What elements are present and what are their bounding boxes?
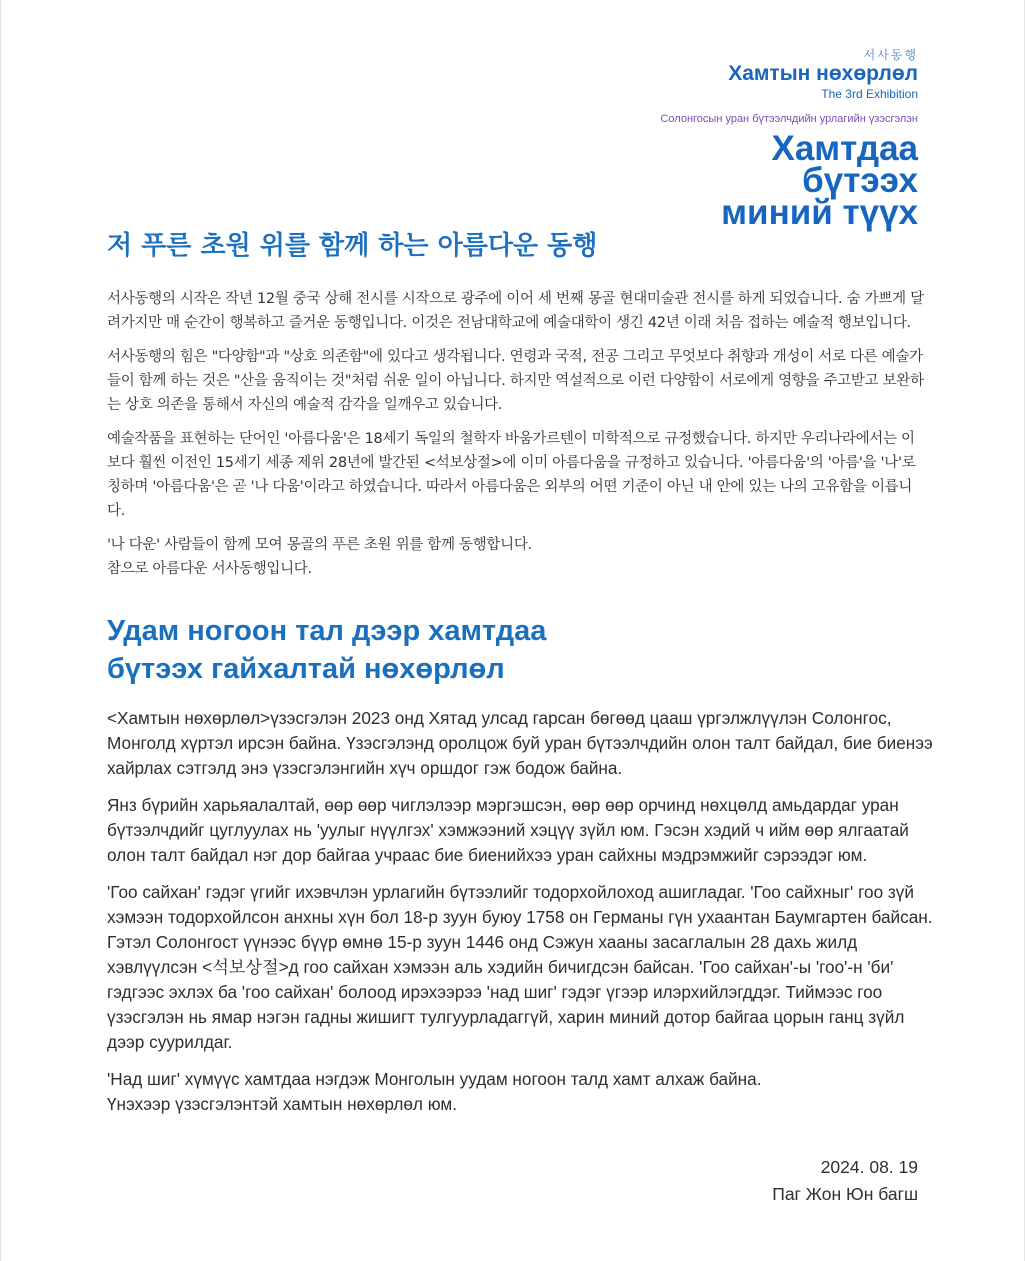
mongolian-body — [107, 706, 937, 1117]
header-slogan — [660, 129, 918, 232]
korean-paragraph: '나 다운' 사람들이 함께 모여 몽골의 푸른 초원 위를 함께 동행합니다. — [107, 537, 532, 553]
korean-paragraph: 참으로 아름다운 서사동행입니다. — [107, 561, 312, 577]
mongolian-paragraph: 'Над шиг' хүмүүс хамтдаа нэгдэж Монголын уудам ногоон талд хамт алхаж байна. — [107, 1069, 762, 1089]
header-korean-name: 서사동행 — [863, 48, 918, 62]
mongolian-paragraph: <Хамтын нөхөрлөл>үзэсгэлэн 2023 онд Хятад улсад гарсан бөгөөд цааш үргэлжлүүлэн Солонгос, Монголд хүртэл ирсэн байна. Үзэсгэлэнд оролцож буй уран бүтээлчдийн олон талт байдал, бие биенээ хайрлах сэтгэлд энэ үзэсгэлэнгийн хүч оршдог гэж бодож байна. — [107, 708, 933, 778]
mongolian-heading-line: Удам ногоон тал дээр хамтдаа — [107, 615, 547, 647]
header-title: Хамтын нөхөрлөл — [728, 62, 918, 85]
signature-author: Паг Жон Юн багш — [772, 1184, 918, 1204]
korean-heading: 저 푸른 초원 위를 함께 하는 아름다운 동행 — [107, 231, 598, 261]
header-slogan-line: бүтээх — [802, 161, 918, 200]
mongolian-heading — [107, 612, 546, 688]
korean-paragraph: 서사동행의 힘은 "다양함"과 "상호 의존함"에 있다고 생각됩니다. 연령과 국적, 전공 그리고 무엇보다 취향과 개성이 서로 다른 예술가들이 함께 하는 것은 "산을 움직이는 것"처럼 쉬운 일이 아닙니다. 하지만 역설적으로 이런 다양함이 서로에게 영향을 주고받고 보완하는 상호 의존을 통해서 자신의 예술적 감각을 일깨우고 있습니다. — [107, 349, 924, 413]
korean-body — [107, 287, 927, 581]
signature-block — [772, 1154, 918, 1208]
mongolian-paragraph: 'Гоо сайхан' гэдэг үгийг ихэвчлэн урлагийн бүтээлийг тодорхойлоход ашигладаг. 'Гоо сайхныг' гоо зүй хэмээн тодорхойлсон анхны хүн бол 18-р зуун буюу 1758 он Германы гүн ухаантан Баумгартен байсан. Гэтэл Солонгост үүнээс бүүр өмнө 15-р зуун 1446 онд Сэжун хааны засаглалын 28 дахь жилд хэвлүүлсэн <석보상절>д гоо сайхан хэмээн аль хэдийн бичигдсэн байсан. 'Гоо сайхан'-ы 'гоо'-н 'би' гэдгээс эхлэх ба 'гоо сайхан' болоод ирэхээрээ 'над шиг' гэдэг үгээр илэрхийлэгддэг. Тиймээс гоо үзэсгэлэн нь ямар нэгэн гадны жишигт тулгуурладаггүй, харин миний дотор байгаа цорын ганц зүйл дээр суурилдаг. — [107, 882, 933, 1052]
exhibition-header — [660, 48, 918, 232]
mongolian-paragraph: Үнэхээр үзэсгэлэнтэй хамтын нөхөрлөл юм. — [107, 1094, 458, 1114]
header-subtitle: Солонгосын уран бүтээлчдийн урлагийн үзэсгэлэн — [660, 113, 918, 125]
header-slogan-line: миний түүх — [721, 193, 918, 232]
mongolian-heading-line: бүтээх гайхалтай нөхөрлөл — [107, 653, 505, 685]
korean-paragraph: 서사동행의 시작은 작년 12월 중국 상해 전시를 시작으로 광주에 이어 세 번째 몽골 현대미술관 전시를 하게 되었습니다. 숨 가쁘게 달려가지만 매 순간이 행복하고 즐거운 동행입니다. 이것은 전남대학교에 예술대학이 생긴 42년 이래 처음 접하는 예술적 행보입니다. — [107, 291, 924, 331]
header-exhibition-label: The 3rd Exhibition — [821, 87, 918, 101]
header-slogan-line: Хамтдаа — [771, 129, 918, 168]
signature-date: 2024. 08. 19 — [820, 1157, 918, 1177]
korean-paragraph: 예술작품을 표현하는 단어인 '아름다움'은 18세기 독일의 철학자 바움가르텐이 미학적으로 규정했습니다. 하지만 우리나라에서는 이보다 훨씬 이전인 15세기 세종 제위 28년에 발간된 <석보상절>에 이미 아름다움을 규정하고 있습니다. '아름다움'의 '아름'을 '나'로 칭하며 '아름다움'은 곧 '나 다움'이라고 하였습니다. 따라서 아름다움은 외부의 어떤 기준이 아닌 내 안에 있는 나의 고유함을 이릅니다. — [107, 431, 916, 519]
mongolian-paragraph: Янз бүрийн харьяалалтай, өөр өөр чиглэлээр мэргэшсэн, өөр өөр орчинд нөхцөлд амьдардаг уран бүтээлчдийг цуглуулах нь 'уулыг нүүлгэх' хэмжээний хэцүү зүйл юм. Гэсэн хэдий ч ийм өөр ялгаатай олон талт байдал нэг дор байгаа учраас бие биенийхээ уран сайхны мэдрэмжийг сэрээдэг юм. — [107, 795, 909, 865]
